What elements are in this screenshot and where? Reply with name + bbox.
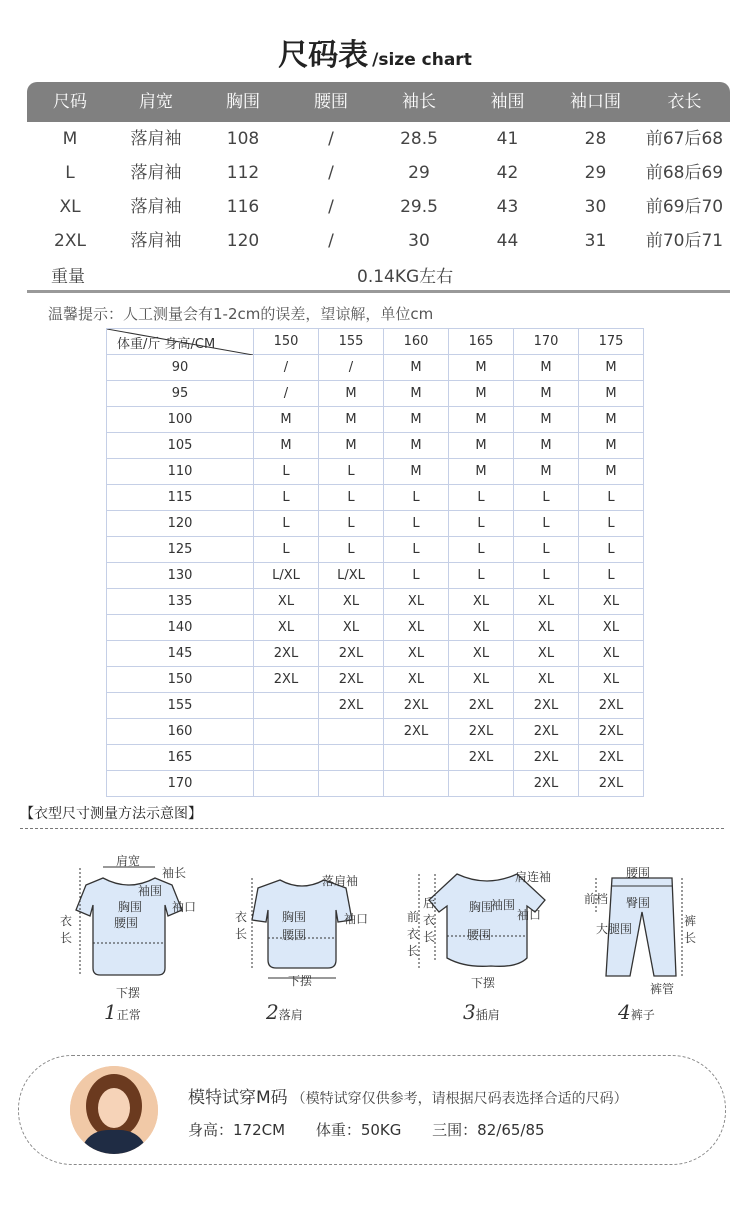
label-pant-length: 裤长 [684, 914, 697, 945]
corner-label: 体重/斤 身高/CM [117, 337, 216, 352]
size-fit-cell: M [514, 407, 579, 433]
label-sleeve-width: 袖围 [491, 898, 516, 912]
label-front-length: 前衣长 [407, 910, 420, 958]
header-cell: 胸围 [226, 92, 260, 112]
figure-raglan [405, 850, 565, 1030]
size-cell: L [65, 163, 75, 183]
model-avatar [70, 1066, 158, 1154]
size-fit-cell: XL [254, 615, 319, 641]
label-drop-sleeve: 落肩袖 [322, 874, 359, 888]
size-fit-cell: L/XL [319, 563, 384, 589]
label-waist: 腰围 [467, 928, 492, 942]
size-cell: / [328, 197, 334, 217]
size-fit-cell: L [384, 563, 449, 589]
size-table [27, 82, 730, 290]
fit-row [107, 407, 644, 433]
weight-cell: 140 [107, 615, 254, 641]
fit-row [107, 667, 644, 693]
weight-cell: 110 [107, 459, 254, 485]
label-sleeve-width: 袖围 [138, 884, 163, 898]
title-sub: /size chart [372, 50, 472, 70]
weight-cell: 130 [107, 563, 254, 589]
size-fit-cell: XL [384, 641, 449, 667]
weight-cell: 150 [107, 667, 254, 693]
size-fit-cell: L/XL [254, 563, 319, 589]
size-fit-cell: M [449, 355, 514, 381]
size-cell: / [328, 163, 334, 183]
page-title [0, 30, 750, 74]
model-title: 模特试穿M码 [188, 1088, 288, 1108]
label-front-rise: 前档 [584, 892, 609, 906]
label-leg-opening: 裤管 [650, 982, 675, 996]
size-fit-cell: / [254, 381, 319, 407]
size-fit-cell: XL [319, 615, 384, 641]
size-fit-cell: 2XL [579, 771, 644, 797]
size-fit-cell: L [579, 485, 644, 511]
size-fit-cell [254, 719, 319, 745]
size-fit-cell: XL [579, 641, 644, 667]
size-cell: 112 [226, 163, 260, 183]
size-fit-cell: XL [319, 589, 384, 615]
size-fit-cell: L [384, 485, 449, 511]
size-fit-cell: M [579, 407, 644, 433]
size-fit-cell: M [384, 459, 449, 485]
size-row [27, 156, 730, 190]
label-length: 衣长 [235, 910, 248, 941]
label-length: 衣长 [60, 914, 73, 945]
size-fit-cell: XL [384, 615, 449, 641]
model-weight: 体重：50KG [315, 1121, 402, 1139]
size-fit-cell: 2XL [514, 693, 579, 719]
size-fit-cell: 2XL [384, 719, 449, 745]
size-fit-cell: XL [514, 589, 579, 615]
weight-cell: 100 [107, 407, 254, 433]
size-cell: 前69后70 [645, 197, 724, 217]
size-fit-cell: XL [384, 667, 449, 693]
size-table-body [27, 122, 730, 258]
size-fit-cell: XL [449, 615, 514, 641]
figure-caption: 4裤子 [618, 1000, 655, 1024]
weight-cell: 125 [107, 537, 254, 563]
header-cell: 袖围 [490, 92, 525, 112]
size-cell: 落肩袖 [130, 163, 182, 183]
label-hip: 臀围 [626, 896, 651, 910]
fit-row [107, 563, 644, 589]
size-cell: 30 [408, 231, 430, 251]
size-fit-cell: L [514, 485, 579, 511]
weight-value: 0.14KG左右 [357, 267, 454, 287]
size-fit-cell [319, 745, 384, 771]
label-chest: 胸围 [282, 910, 307, 924]
size-fit-cell: L [319, 459, 384, 485]
weight-cell: 155 [107, 693, 254, 719]
size-fit-cell: L [514, 511, 579, 537]
label-sleeve: 袖长 [162, 866, 187, 880]
weight-row [27, 258, 730, 290]
size-fit-cell: XL [449, 667, 514, 693]
size-cell: 29.5 [400, 197, 438, 217]
size-cell: 44 [496, 231, 519, 251]
size-fit-cell: 2XL [449, 745, 514, 771]
size-fit-cell: 2XL [514, 771, 579, 797]
size-fit-cell: L [254, 485, 319, 511]
size-fit-cell: XL [514, 641, 579, 667]
size-fit-cell: M [449, 433, 514, 459]
label-cuff: 袖口 [344, 912, 369, 926]
size-cell: / [328, 129, 334, 149]
size-fit-cell: M [449, 407, 514, 433]
label-waist: 腰围 [114, 916, 139, 930]
height-header-cell: 155 [319, 329, 384, 355]
size-row [27, 190, 730, 224]
fit-row [107, 771, 644, 797]
figure-caption: 3插肩 [463, 1000, 500, 1024]
weight-cell: 165 [107, 745, 254, 771]
size-cell: / [328, 231, 334, 251]
size-fit-cell: XL [449, 589, 514, 615]
size-fit-cell [254, 745, 319, 771]
size-fit-cell: XL [579, 589, 644, 615]
size-fit-cell: M [579, 459, 644, 485]
size-fit-cell: M [514, 355, 579, 381]
size-fit-cell: M [319, 407, 384, 433]
size-cell: 2XL [54, 231, 86, 251]
size-fit-cell: M [514, 459, 579, 485]
size-fit-cell [384, 771, 449, 797]
fit-row [107, 485, 644, 511]
label-thigh: 大腿围 [596, 922, 633, 936]
size-fit-cell: L [579, 563, 644, 589]
label-cuff: 袖口 [172, 900, 197, 914]
label-back-length: 后衣长 [423, 896, 436, 944]
size-fit-cell: L [579, 537, 644, 563]
size-fit-cell: M [384, 433, 449, 459]
fit-row [107, 433, 644, 459]
size-fit-cell: 2XL [579, 719, 644, 745]
size-fit-cell: L [514, 563, 579, 589]
size-cell: 29 [408, 163, 430, 183]
label-cuff: 袖口 [517, 908, 542, 922]
size-fit-cell: 2XL [254, 641, 319, 667]
figure-caption: 1正常 [104, 1000, 141, 1024]
size-fit-cell: M [254, 407, 319, 433]
size-fit-cell: / [319, 355, 384, 381]
measurement-tip: 温馨提示：人工测量会有1-2cm的误差，望谅解，单位cm [48, 305, 434, 323]
weight-cell: 135 [107, 589, 254, 615]
size-fit-cell [254, 771, 319, 797]
size-fit-cell: XL [579, 667, 644, 693]
size-fit-cell: L [449, 563, 514, 589]
size-fit-cell: M [319, 433, 384, 459]
weight-cell: 95 [107, 381, 254, 407]
weight-cell: 120 [107, 511, 254, 537]
size-cell: 29 [584, 163, 607, 183]
size-cell: 120 [226, 231, 260, 251]
label-shoulder: 肩宽 [116, 854, 141, 868]
size-cell: 30 [584, 197, 607, 217]
size-cell: 42 [496, 163, 519, 183]
section-title: 【衣型尺寸测量方法示意图】 [20, 806, 202, 822]
weight-cell: 105 [107, 433, 254, 459]
model-measurements: 三围：82/65/85 [432, 1121, 545, 1139]
size-cell: 41 [496, 129, 519, 149]
size-fit-cell: 2XL [579, 693, 644, 719]
weight-cell: 115 [107, 485, 254, 511]
size-fit-cell: L [319, 511, 384, 537]
size-fit-cell: M [514, 381, 579, 407]
height-header-cell: 175 [579, 329, 644, 355]
title-main: 尺码表 [278, 38, 369, 73]
size-fit-cell: XL [384, 589, 449, 615]
size-fit-cell [384, 745, 449, 771]
corner-cell [107, 329, 254, 355]
fit-row [107, 537, 644, 563]
size-fit-cell [449, 771, 514, 797]
size-fit-cell: L [449, 485, 514, 511]
size-fit-cell [319, 719, 384, 745]
label-hem: 下摆 [471, 976, 496, 990]
label-hem: 下摆 [288, 974, 313, 988]
divider [27, 290, 730, 293]
label-hem: 下摆 [116, 986, 141, 1000]
header-cell: 袖长 [402, 92, 436, 112]
size-fit-cell: L [449, 537, 514, 563]
height-header-cell: 150 [254, 329, 319, 355]
header-cell: 肩宽 [139, 92, 173, 112]
fit-row [107, 693, 644, 719]
size-fit-cell: L [514, 537, 579, 563]
size-fit-cell: M [384, 381, 449, 407]
size-fit-cell: M [449, 381, 514, 407]
size-cell: 落肩袖 [130, 231, 182, 251]
size-fit-cell: XL [579, 615, 644, 641]
dashed-divider [20, 828, 724, 829]
size-fit-cell: 2XL [319, 667, 384, 693]
size-fit-cell: XL [254, 589, 319, 615]
figure-pants [582, 850, 702, 1030]
fit-row [107, 641, 644, 667]
size-fit-cell: M [449, 459, 514, 485]
size-cell: M [62, 129, 78, 149]
fit-row [107, 615, 644, 641]
fit-table [106, 328, 644, 797]
size-fit-cell: L [254, 537, 319, 563]
size-cell: 108 [226, 129, 260, 149]
size-cell: 28.5 [400, 129, 438, 149]
height-header-cell: 160 [384, 329, 449, 355]
height-header-cell: 165 [449, 329, 514, 355]
header-cell: 尺码 [53, 92, 87, 112]
size-fit-cell: XL [514, 667, 579, 693]
size-fit-cell: 2XL [319, 641, 384, 667]
size-fit-cell: M [319, 381, 384, 407]
fit-row [107, 511, 644, 537]
size-fit-cell: 2XL [449, 693, 514, 719]
size-cell: 116 [226, 197, 260, 217]
figure-caption: 2落肩 [266, 1000, 303, 1024]
size-fit-cell: XL [449, 641, 514, 667]
size-cell: 前67后68 [645, 129, 724, 149]
size-fit-cell: 2XL [254, 667, 319, 693]
header-cell: 腰围 [314, 92, 348, 112]
size-fit-cell: M [579, 381, 644, 407]
size-cell: 落肩袖 [130, 129, 182, 149]
size-fit-cell: M [579, 433, 644, 459]
size-cell: 31 [584, 231, 607, 251]
size-fit-cell: L [254, 459, 319, 485]
size-fit-cell: L [384, 511, 449, 537]
size-fit-cell: M [384, 407, 449, 433]
label-chest: 胸围 [118, 900, 143, 914]
weight-cell: 170 [107, 771, 254, 797]
size-cell: XL [59, 197, 81, 217]
size-fit-cell: 2XL [514, 745, 579, 771]
figure-drop-shoulder [230, 850, 370, 1030]
label-chest: 胸围 [469, 900, 494, 914]
weight-cell: 145 [107, 641, 254, 667]
label-raglan: 肩连袖 [515, 870, 552, 884]
fit-row [107, 719, 644, 745]
model-height: 身高：172CM [188, 1121, 286, 1139]
fit-row [107, 355, 644, 381]
size-fit-cell: L [319, 537, 384, 563]
size-cell: 43 [496, 197, 519, 217]
size-row [27, 122, 730, 156]
size-fit-cell [319, 771, 384, 797]
size-fit-cell: 2XL [579, 745, 644, 771]
label-waist: 腰围 [282, 928, 307, 942]
fit-row [107, 381, 644, 407]
model-photo-icon [70, 1066, 158, 1154]
model-title-line [188, 1083, 628, 1108]
size-fit-cell: / [254, 355, 319, 381]
size-fit-cell: 2XL [514, 719, 579, 745]
header-cell: 袖口围 [570, 92, 621, 112]
size-fit-cell: L [319, 485, 384, 511]
size-fit-cell [254, 693, 319, 719]
model-stats [188, 1119, 571, 1140]
size-fit-cell: 2XL [449, 719, 514, 745]
size-row [27, 224, 730, 258]
size-fit-cell: XL [514, 615, 579, 641]
size-fit-cell: L [384, 537, 449, 563]
header-cell: 衣长 [667, 92, 702, 112]
size-cell: 前70后71 [645, 231, 724, 251]
size-cell: 前68后69 [645, 163, 724, 183]
size-fit-cell: M [579, 355, 644, 381]
weight-cell: 90 [107, 355, 254, 381]
size-fit-cell: M [514, 433, 579, 459]
size-fit-cell: L [254, 511, 319, 537]
height-header-cell: 170 [514, 329, 579, 355]
size-fit-cell: L [579, 511, 644, 537]
fit-row [107, 745, 644, 771]
size-table-header [27, 82, 730, 122]
fit-row [107, 459, 644, 485]
size-fit-cell: 2XL [319, 693, 384, 719]
size-fit-cell: L [449, 511, 514, 537]
figure-normal [58, 850, 198, 1030]
size-cell: 28 [584, 129, 607, 149]
model-note: （模特试穿仅供参考，请根据尺码表选择合适的尺码） [291, 1091, 628, 1107]
fit-header-row [107, 329, 644, 355]
label-waist: 腰围 [626, 866, 651, 880]
fit-row [107, 589, 644, 615]
size-fit-cell: M [384, 355, 449, 381]
size-cell: 落肩袖 [130, 197, 182, 217]
size-fit-cell: M [254, 433, 319, 459]
weight-label: 重量 [51, 267, 85, 287]
size-fit-cell: 2XL [384, 693, 449, 719]
weight-cell: 160 [107, 719, 254, 745]
